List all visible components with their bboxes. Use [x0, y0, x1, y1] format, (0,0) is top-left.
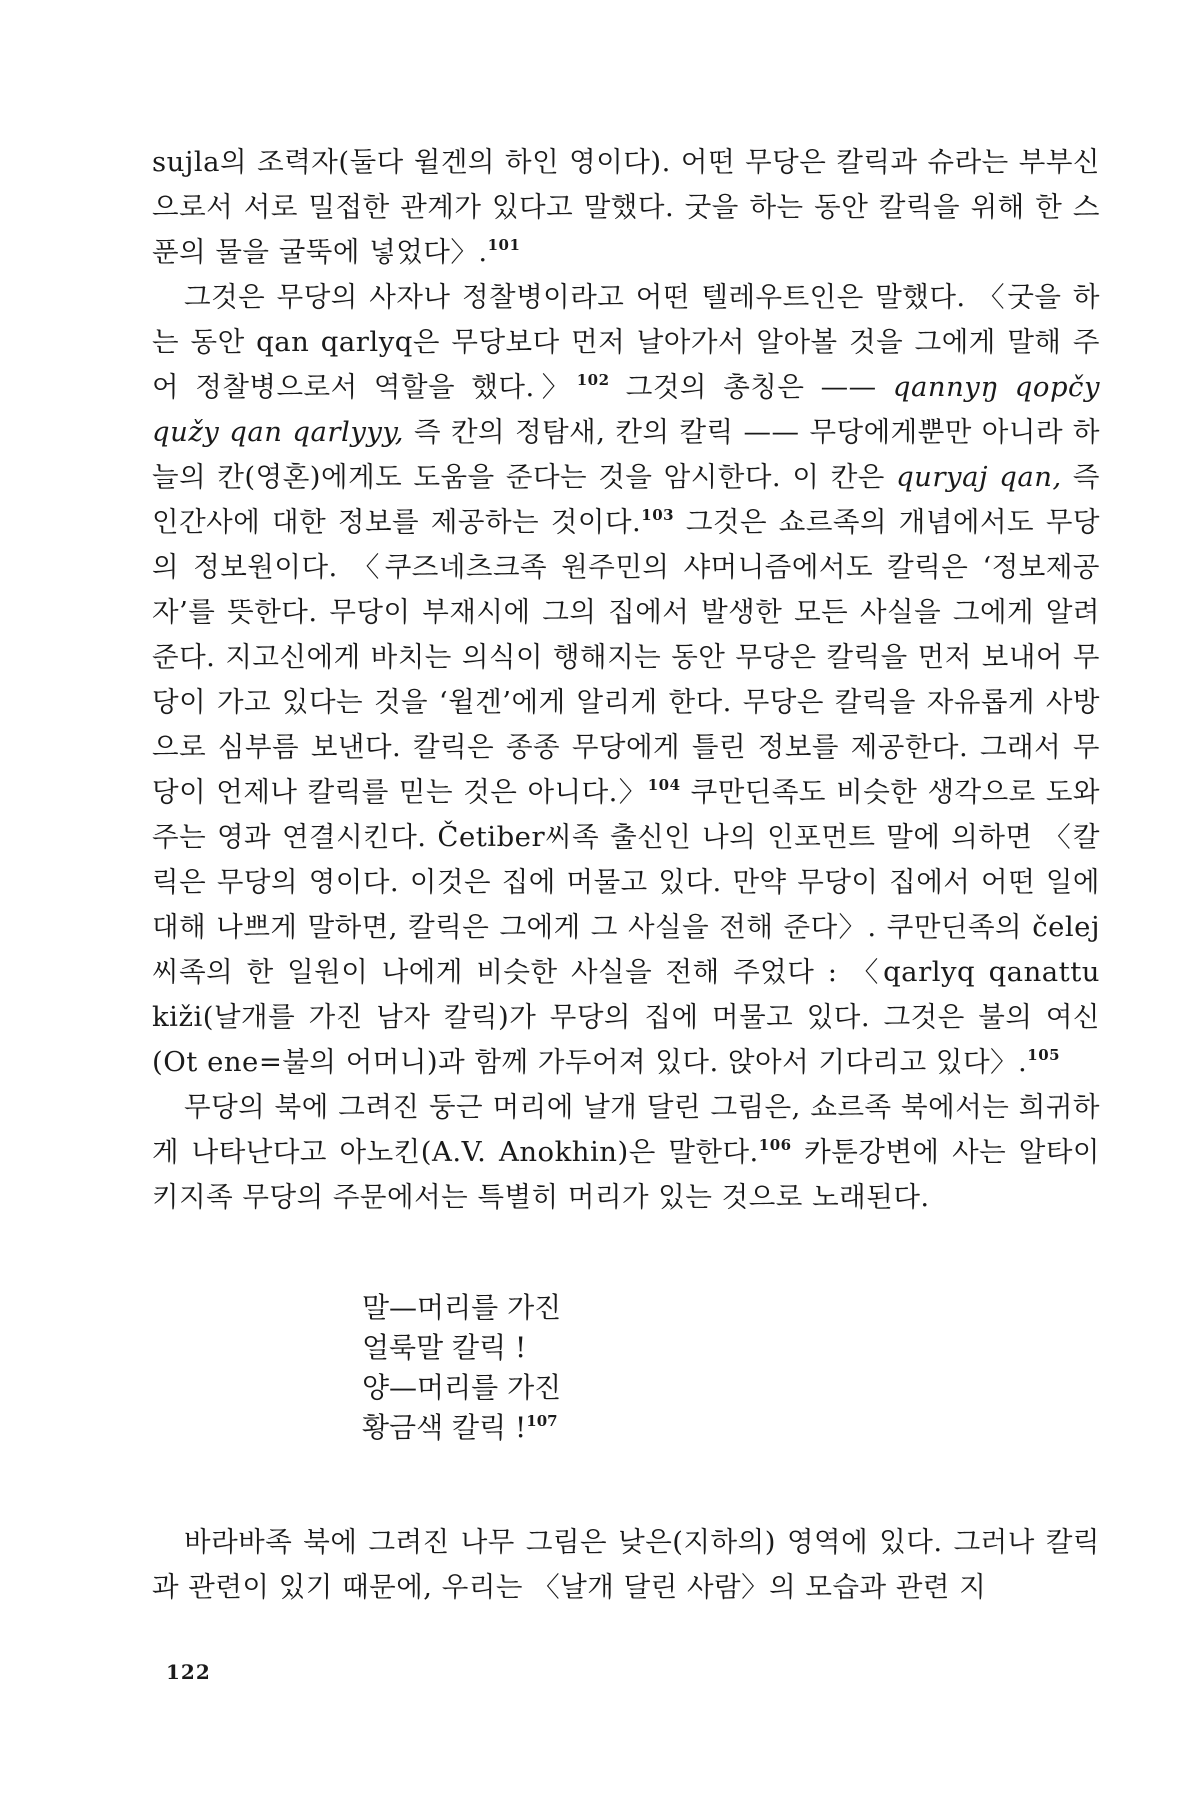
paragraph-qarlyq-messenger: 그것은 무당의 사자나 정찰병이라고 어떤 텔레우트인은 말했다. 〈굿을 하는 동안 qan qarlyq은 무당보다 먼저 날아가서 알아볼 것을 그에게 말해 주어 정찰병으로서 역할을 했다.〉$^{102}$ 그것의 총칭은 —— qannyŋ qopčy qužy qan qarlyyy, 즉 칸의 정탐새, 칸의 칼릭 —— 무당에게뿐만 아니라 하늘의 칸(영혼)에게도 도움을 준다는 것을 암시한다. 이 칸은 quryaj qan, 즉 인간사에 대한 정보를 제공하는 것이다.$^{103}$ 그것은 쇼르족의 개념에서도 무당의 정보원이다. 〈쿠즈네츠크족 원주민의 샤머니즘에서도 칼릭은 ‘정보제공자’를 뜻한다. 무당이 부재시에 그의 집에서 발생한 모든 사실을 그에게 알려 준다. 지고신에게 바치는 의식이 행해지는 동안 무당은 칼릭을 먼저 보내어 무당이 가고 있다는 것을 ‘윌겐’에게 알리게 한다. 무당은 칼릭을 자유롭게 사방으로 심부름 보낸다. 칼릭은 종종 무당에게 틀린 정보를 제공한다. 그래서 무당이 언제나 칼릭를 믿는 것은 아니다.〉$^{104}$ 쿠만딘족도 비슷한 생각으로 도와주는 영과 연결시킨다. Četiber씨족 출신인 나의 인포먼트 말에 의하면 〈칼릭은 무당의 영이다. 이것은 집에 머물고 있다. 만약 무당이 집에서 어떤 일에 대해 나쁘게 말하면, 칼릭은 그에게 그 사실을 전해 준다〉. 쿠만딘족의 čelej 씨족의 한 일원이 나에게 비슷한 사실을 전해 주었다 : 〈qarlyq qanattu kiži(날개를 가진 남자 칼릭)가 무당의 집에 머물고 있다. 그것은 불의 여신(Ot ene=불의 어머니)과 함께 가두어져 있다. 앉아서 기다리고 있다〉.$^{105}$ [152, 281, 1101, 1078]
footnote-ref: 104 [647, 776, 681, 794]
page-number: 122 [166, 1660, 211, 1684]
poem-line: 황금색 칼릭 !$^{107}$ [362, 1411, 558, 1444]
body-text-lower [152, 1520, 1100, 1610]
poem-line: 얼룩말 칼릭 ! [362, 1331, 527, 1364]
paragraph-continuation: sujla의 조력자(둘다 윌겐의 하인 영이다). 어떤 무당은 칼릭과 슈라는 부부신으로서 서로 밀접한 관계가 있다고 말했다. 굿을 하는 동안 칼릭을 위해 한 스푼의 물을 굴뚝에 넣었다〉.$^{101}$ [152, 146, 1100, 268]
footnote-ref: 103 [641, 506, 675, 524]
poem-quote [362, 1288, 561, 1448]
term-italic: quryaj qan, [896, 461, 1062, 493]
paragraph-baraba-drum: 바라바족 북에 그려진 나무 그림은 낮은(지하의) 영역에 있다. 그러나 칼릭과 관련이 있기 때문에, 우리는 〈날개 달린 사람〉의 모습과 관련 지 [152, 1526, 1100, 1603]
footnote-ref: 101 [487, 236, 521, 254]
body-text-upper [152, 140, 1100, 1220]
footnote-ref: 107 [526, 1412, 558, 1430]
poem-line: 양—머리를 가진 [362, 1371, 562, 1404]
footnote-ref: 105 [1027, 1046, 1061, 1064]
term-italic: qannyŋ qopčy qužy qan qarlyyy, [152, 371, 1100, 448]
footnote-ref: 106 [758, 1136, 792, 1154]
paragraph-drum-figure: 무당의 북에 그려진 둥근 머리에 날개 달린 그림은, 쇼르족 북에서는 희귀하게 나타난다고 아노킨(A.V. Anokhin)은 말한다.$^{106}$ 카툰강변에 사는 알타이 키지족 무당의 주문에서는 특별히 머리가 있는 것으로 노래된다. [152, 1091, 1100, 1213]
poem-line: 말—머리를 가진 [362, 1291, 562, 1324]
footnote-ref: 102 [576, 371, 610, 389]
